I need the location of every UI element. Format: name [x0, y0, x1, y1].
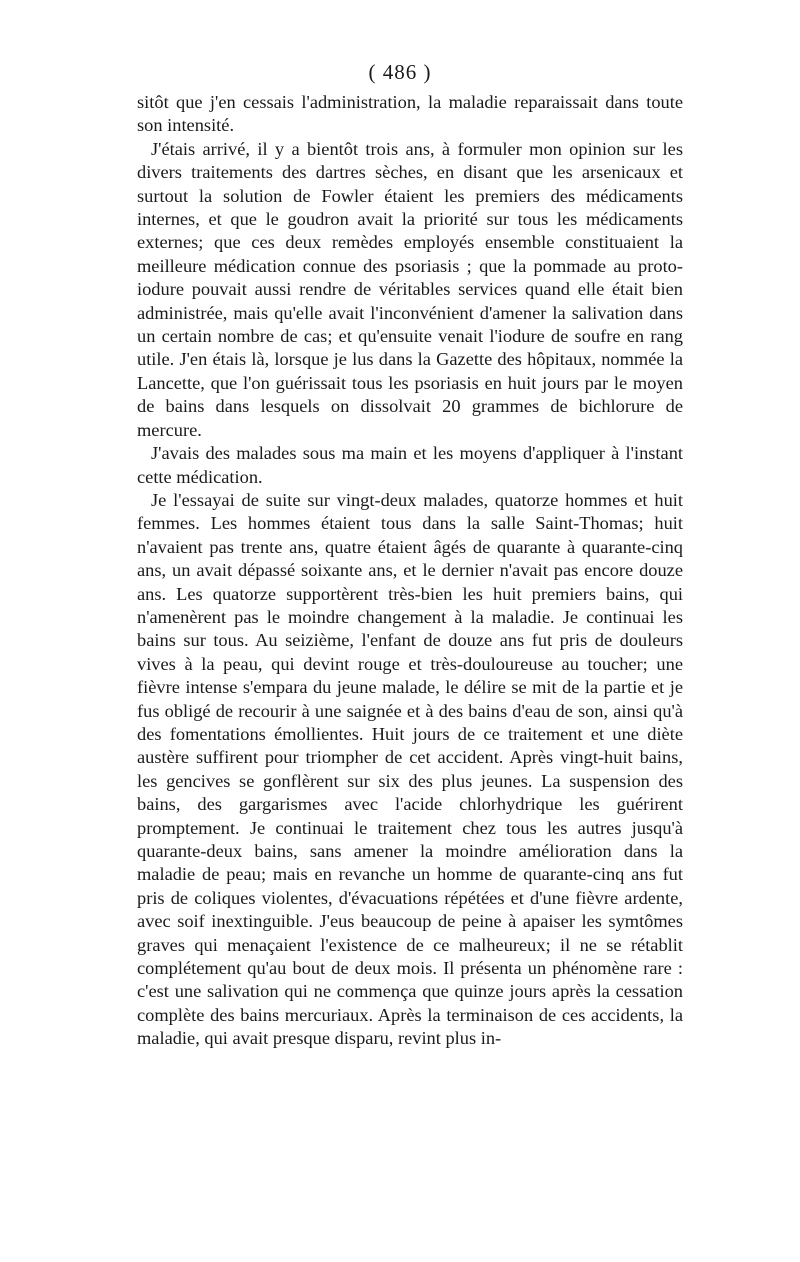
- paragraph-patients-available: J'avais des malades sous ma main et les moyens d'appliquer à l'instant cette médication.: [137, 443, 683, 487]
- paragraph-trial-results: Je l'essayai de suite sur vingt-deux malades, quatorze hommes et huit femmes. Les hommes étaient tous dans la salle Saint-Thomas; huit n'avaient pas trente ans, quatre étaient âgés de quarante à quarante-cinq ans, un avait dépassé soixante ans, et le dernier n'avait pas encore douze ans. Les quatorze supportèrent très-bien les huit premiers bains, qui n'amenèrent pas le moindre changement à la maladie. Je continuai les bains sur tous. Au seizième, l'enfant de douze ans fut pris de douleurs vives à la peau, qui devint rouge et très-douloureuse au toucher; une fièvre intense s'empara du jeune malade, le délire se mit de la partie et je fus obligé de recourir à une saignée et à des bains d'eau de son, ainsi qu'à des fomentations émollientes. Huit jours de ce traitement et une diète austère suffirent pour triompher de cet accident. Après vingt-huit bains, les gencives se gonflèrent sur six des plus jeunes. La suspension des bains, des gargarismes avec l'acide chlorhydrique les guérirent promptement. Je continuai le traitement chez tous les autres jusqu'à quarante-deux bains, sans amener la moindre amélioration dans la maladie de peau; mais en revanche un homme de quarante-cinq ans fut pris de coliques violentes, d'évacuations répétées et d'une fièvre ardente, avec soif inextinguible. J'eus beaucoup de peine à apaiser les symtômes graves qui menaçaient l'existence de ce malheureux; il ne se rétablit complétement qu'au bout de deux mois. Il présenta un phénomène rare : c'est une salivation qui ne commença que quinze jours après la cessation complète des bains mercuriaux. Après la terminaison de ces accidents, la maladie, qui avait presque disparu, revint plus in-: [137, 489, 683, 1049]
- page-body: [137, 91, 683, 1051]
- paragraph-continuation: sitôt que j'en cessais l'administration, la maladie reparaissait dans toute son intensité.: [137, 92, 683, 136]
- page-number: ( 486 ): [368, 60, 432, 84]
- paragraph-opinion-on-treatments: J'étais arrivé, il y a bientôt trois ans, à formuler mon opinion sur les divers traitements des dartres sèches, en disant que les arsenicaux et surtout la solution de Fowler étaient les premiers des médicaments internes, et que le goudron avait la priorité sur tous les médicaments externes; que ces deux remèdes employés ensemble constituaient la meilleure médication connue des psoriasis ; que la pommade au proto-iodure pouvait aussi rendre de véritables services quand elle était bien administrée, mais qu'elle avait l'inconvénient d'amener la salivation dans un certain nombre de cas; et qu'ensuite venait l'iodure de soufre en rang utile. J'en étais là, lorsque je lus dans la Gazette des hôpitaux, nommée la Lancette, que l'on guérissait tous les psoriasis en huit jours par le moyen de bains dans lesquels on dissolvait 20 grammes de bichlorure de mercure.: [137, 138, 683, 440]
